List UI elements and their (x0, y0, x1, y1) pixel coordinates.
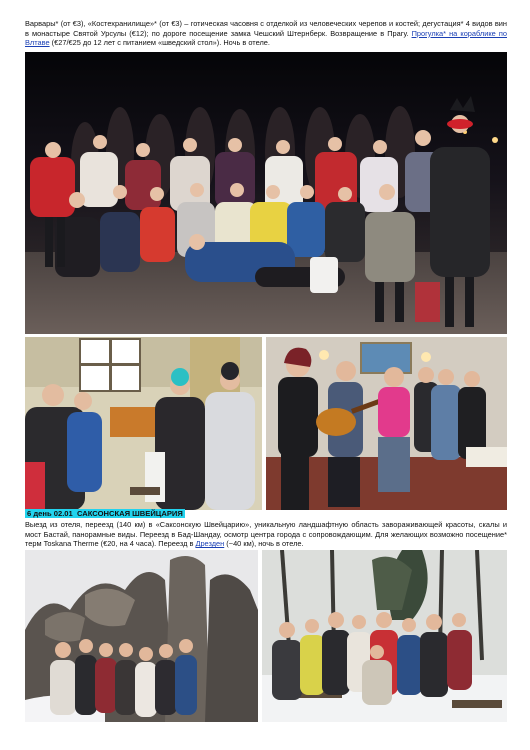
day6-paragraph (25, 520, 507, 549)
top-paragraph-text-2: (€27/€25 до 12 лет с питанием «шведский стол»). Ночь в отеле. (49, 38, 270, 48)
day6-heading (25, 509, 185, 519)
day6-date: 6 день 02.01 (27, 509, 73, 518)
dresden-link[interactable]: Дрезден (195, 539, 225, 549)
day6-text-2: (~40 км), ночь в отеле. (224, 539, 304, 549)
day6-heading-highlight (25, 509, 185, 518)
day6-title: САКСОНСКАЯ ШВЕЙЦАРИЯ (76, 509, 183, 518)
day6-text-1: Выезд из отеля, переезд (140 км) в «Саксонскую Швейцарию», уникальную ландшафтную область завораживающей красоты, скалы и мост Бастай, панорамные виды. Переезд в Бад-Шандау, осмотр центра города с сопровождающим. Для желающих возможно посещение* терм Toskana Therme (€20, на 4 часа). Переезд в (25, 520, 507, 549)
group-indoor-photo (25, 337, 262, 510)
forest-group-photo (262, 550, 507, 722)
top-paragraph-text-1: Варвары* (от €3), «Костехранилище»* (от €3) – готическая часовня с отделкой из человеческих черепов и костей; дегустация* 4 видов вин в монастыре Святой Урсулы (€12); по дороге посещение замка Чешский Штернберк. Возвращение в Прагу. (25, 19, 507, 38)
guitar-performance-photo (266, 337, 507, 510)
boat-trip-link[interactable]: Прогулка* на кораблике по Влтаве (25, 28, 507, 48)
sandstone-rocks-group-photo (25, 550, 258, 722)
group-night-photo (25, 52, 507, 334)
top-paragraph (25, 19, 507, 48)
